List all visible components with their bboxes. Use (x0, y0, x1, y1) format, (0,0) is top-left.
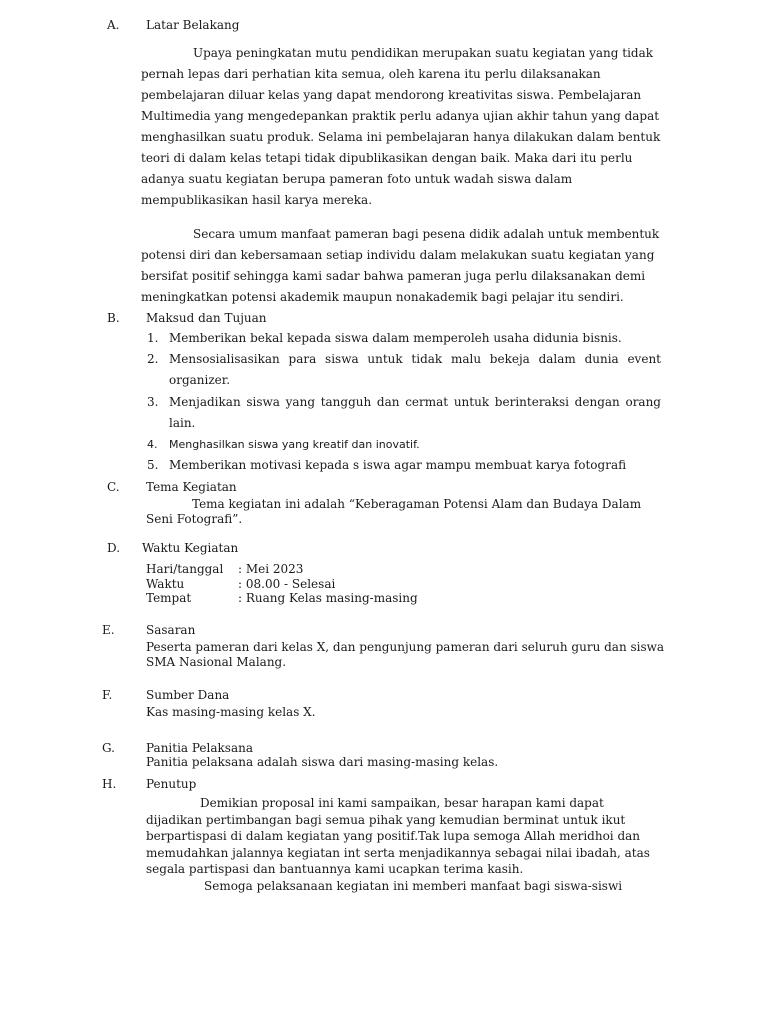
text-line: bersifat positif sehingga kami sadar bahwa pameran juga perlu dilaksanakan demi (141, 269, 646, 283)
info-value: : 08.00 - Selesai (238, 577, 336, 591)
section-a-paragraph-1 (141, 43, 661, 211)
text-line: Peserta pameran dari kelas X, dan pengunjung pameran dari seluruh guru dan siswa (146, 640, 665, 654)
text-line: mempublikasikan hasil karya mereka. (141, 193, 373, 207)
section-g-letter: G. (102, 741, 115, 755)
section-f-title: Sumber Dana (146, 688, 230, 702)
text-line: pembelajaran diluar kelas yang dapat mendorong kreativitas siswa. Pembelajaran (141, 88, 642, 102)
info-key: Waktu (146, 577, 185, 591)
list-item (147, 455, 661, 476)
info-value: : Mei 2023 (238, 562, 304, 576)
section-d-title: Waktu Kegiatan (142, 541, 239, 555)
text-line: SMA Nasional Malang. (146, 655, 287, 669)
text-line: Kas masing-masing kelas X. (146, 705, 316, 719)
info-row-date (146, 562, 506, 576)
info-key: Hari/tanggal (146, 562, 224, 576)
list-number: 5. (147, 458, 159, 472)
section-c-letter: C. (107, 480, 120, 494)
info-row-place (146, 591, 506, 605)
list-number: 2. (147, 352, 159, 366)
section-g-body (146, 755, 666, 770)
list-item (147, 349, 661, 391)
text-line: memudahkan jalannya kegiatan int serta menjadikannya sebagai nilai ibadah, atas (146, 845, 650, 860)
text-line: dijadikan pertimbangan bagi semua pihak yang kemudian berminat untuk ikut (146, 812, 626, 827)
section-b-letter: B. (107, 311, 120, 325)
text-line: Secara umum manfaat pameran bagi pesena didik adalah untuk membentuk (193, 227, 660, 241)
text-line: Memberikan motivasi kepada s iswa agar mampu membuat karya fotografi (169, 458, 627, 472)
text-line: Upaya peningkatan mutu pendidikan merupakan suatu kegiatan yang tidak (193, 46, 654, 60)
text-line: teori di dalam kelas tetapi tidak dipublikasikan dengan baik. Maka dari itu perlu (141, 151, 633, 165)
text-line: meningkatkan potensi akademik maupun nonakademik bagi pelajar itu sendiri. (141, 290, 624, 304)
section-c-body (146, 497, 666, 527)
section-f-letter: F. (102, 688, 113, 702)
section-g-title: Panitia Pelaksana (146, 741, 253, 755)
list-number: 1. (147, 331, 159, 345)
section-e-letter: E. (102, 623, 115, 637)
text-line: berpartispasi di dalam kegiatan yang positif.Tak lupa semoga Allah meridhoi dan (146, 829, 641, 843)
list-text (169, 455, 661, 476)
text-line: Mensosialisasikan para siswa untuk tidak malu bekeja dalam dunia event (169, 352, 661, 366)
closing-line: Semoga pelaksanaan kegiatan ini memberi manfaat bagi siswa-siswi (204, 879, 623, 893)
section-h-title: Penutup (146, 777, 197, 791)
section-a-paragraph-2 (141, 224, 661, 308)
list-item (147, 434, 661, 455)
list-item (147, 328, 661, 349)
list-text (169, 434, 661, 455)
list-number: 3. (147, 395, 159, 409)
text-line: lain. (169, 416, 196, 430)
list-item (147, 392, 661, 434)
text-line: pernah lepas dari perhatian kita semua, oleh karena itu perlu dilaksanakan (141, 67, 601, 81)
section-a-letter: A. (107, 18, 120, 32)
text-line: adanya suatu kegiatan berupa pameran foto untuk wadah siswa dalam (141, 172, 573, 186)
list-text (169, 392, 661, 434)
text-line: Tema kegiatan ini adalah “Keberagaman Potensi Alam dan Budaya Dalam (192, 497, 642, 511)
section-e-title: Sasaran (146, 623, 196, 637)
text-line: Menghasilkan siswa yang kreatif dan inovatif. (169, 438, 420, 451)
text-line: organizer. (169, 373, 231, 387)
text-line: potensi diri dan kebersamaan setiap individu dalam melakukan suatu kegiatan yang (141, 248, 655, 262)
text-line: segala partispasi dan bantuannya kami ucapkan terima kasih. (146, 862, 524, 876)
section-d-letter: D. (107, 541, 121, 555)
section-f-body (146, 705, 666, 720)
text-line: Demikian proposal ini kami sampaikan, besar harapan kami dapat (200, 796, 604, 810)
section-c-title: Tema Kegiatan (146, 480, 237, 494)
list-text (169, 349, 661, 391)
text-line: Seni Fotografi”. (146, 512, 243, 526)
section-a-title: Latar Belakang (146, 18, 240, 32)
text-line: Panitia pelaksana adalah siswa dari masing-masing kelas. (146, 755, 499, 769)
section-h-letter: H. (102, 777, 117, 791)
section-e-body (146, 640, 676, 670)
text-line: Multimedia yang mengedepankan praktik perlu adanya ujian akhir tahun yang dapat (141, 109, 660, 123)
text-line: Menjadikan siswa yang tangguh dan cermat untuk berinteraksi dengan orang (169, 395, 661, 409)
section-h-body (146, 795, 666, 878)
section-b-title: Maksud dan Tujuan (146, 311, 267, 325)
text-line: menghasilkan suatu produk. Selama ini pembelajaran hanya dilakukan dalam bentuk (141, 130, 661, 144)
info-row-time (146, 577, 506, 591)
list-number: 4. (147, 438, 158, 451)
info-key: Tempat (146, 591, 192, 605)
list-text (169, 328, 661, 349)
info-value: : Ruang Kelas masing-masing (238, 591, 418, 605)
text-line: Memberikan bekal kepada siswa dalam memperoleh usaha didunia bisnis. (169, 331, 622, 345)
